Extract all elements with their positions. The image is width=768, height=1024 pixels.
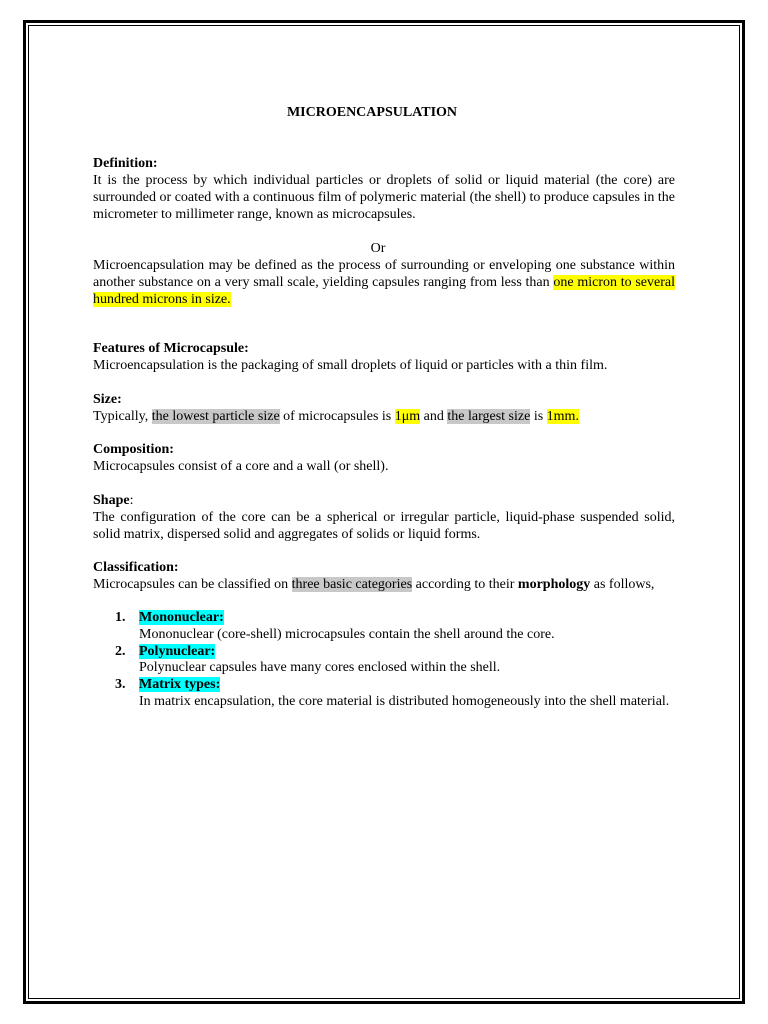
classification-text: [93, 576, 675, 593]
size-highlight-largest: the largest size: [447, 409, 531, 424]
classification-text-part: according to their: [412, 577, 518, 592]
list-item: [115, 609, 675, 626]
classification-text-part: Microcapsules can be classified on: [93, 577, 292, 592]
shape-heading: Shape: [93, 493, 130, 508]
definition-text: It is the process by which individual particles or droplets of solid or liquid material (the core) are surrounded or coated with a continuous film of polymeric material (the shell) to produce capsules in the micrometer to millimeter range, known as microcapsules.: [93, 173, 675, 222]
definition-alt-text: [93, 257, 675, 308]
list-number: 3.: [115, 677, 126, 692]
document-title: MICROENCAPSULATION: [286, 105, 458, 120]
features-heading: Features of Microcapsule:: [93, 341, 249, 356]
definition-alt-highlight: one micron to several hundred microns in size.: [93, 275, 676, 307]
list-item-label: Matrix types:: [139, 677, 221, 692]
shape-colon: :: [129, 493, 134, 508]
classification-heading: Classification:: [93, 560, 179, 575]
size-highlight-lowest: the lowest particle size: [151, 409, 280, 424]
shape-text: The configuration of the core can be a spherical or irregular particle, liquid-phase suspended solid, solid matrix, dispersed solid and aggregates of solids or liquid forms.: [93, 510, 675, 542]
list-item: [115, 676, 675, 693]
size-text-part: of microcapsules is: [279, 409, 395, 424]
size-highlight-1mm: 1mm.: [546, 409, 579, 424]
definition-heading: Definition:: [93, 156, 158, 171]
list-item-label: Mononuclear:: [139, 610, 224, 625]
size-heading: Size:: [93, 392, 122, 407]
classification-text-part: as follows,: [590, 577, 655, 592]
list-item-label: Polynuclear:: [139, 644, 216, 659]
definition-alt-text-part1: Microencapsulation may be defined as the process of surrounding or enveloping one substance within another substance on a very small scale, yielding capsules ranging from less than: [93, 258, 675, 290]
list-item: [115, 643, 675, 660]
size-text-part: is: [530, 409, 547, 424]
list-item-desc: Polynuclear capsules have many cores enclosed within the shell.: [139, 660, 501, 675]
size-text-part: and: [420, 409, 448, 424]
list-item-desc: Mononuclear (core-shell) microcapsules contain the shell around the core.: [139, 627, 555, 642]
list-number: 1.: [115, 610, 126, 625]
composition-text: Microcapsules consist of a core and a wall (or shell).: [93, 459, 389, 474]
morphology-term: morphology: [517, 577, 591, 592]
composition-heading: Composition:: [93, 442, 174, 457]
list-number: 2.: [115, 644, 126, 659]
or-separator: Or: [370, 241, 386, 256]
size-highlight-1um: 1μm: [394, 409, 421, 424]
features-text: Microencapsulation is the packaging of small droplets of liquid or particles with a thin film.: [93, 358, 608, 373]
size-text: [93, 408, 675, 425]
classification-highlight: three basic categories: [291, 577, 413, 592]
size-text-part: Typically,: [93, 409, 152, 424]
shape-heading-line: [93, 492, 675, 509]
list-item-desc: In matrix encapsulation, the core material is distributed homogeneously into the shell material.: [139, 694, 670, 709]
